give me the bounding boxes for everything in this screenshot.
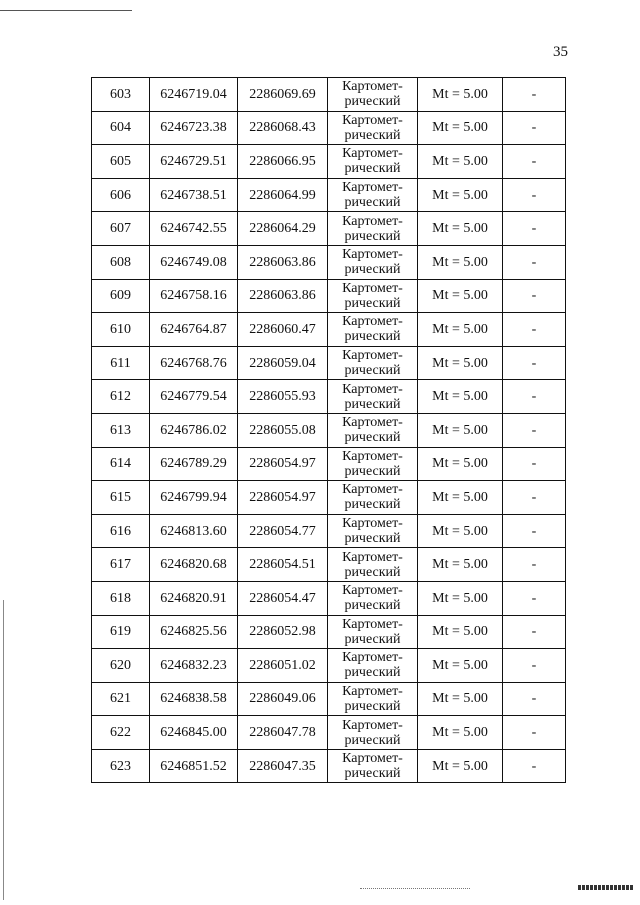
accuracy-cell: Mt = 5.00: [418, 78, 503, 112]
table-row: [92, 581, 566, 615]
footer-scan-mark: [360, 888, 470, 893]
accuracy-cell: Mt = 5.00: [418, 514, 503, 548]
accuracy-cell: Mt = 5.00: [418, 346, 503, 380]
method-line-1: Картомет-: [342, 79, 403, 95]
y-coordinate-cell: 2286066.95: [238, 145, 328, 179]
method-cell: [328, 581, 418, 615]
x-coordinate-cell: 6246813.60: [150, 514, 238, 548]
method-line-2: рический: [344, 463, 401, 479]
y-coordinate-cell: 2286054.97: [238, 447, 328, 481]
x-coordinate-cell: 6246799.94: [150, 481, 238, 515]
x-coordinate-cell: 6246742.55: [150, 212, 238, 246]
method-line-2: рический: [344, 396, 401, 412]
accuracy-cell: Mt = 5.00: [418, 649, 503, 683]
table-row: [92, 548, 566, 582]
point-number-cell: 606: [92, 178, 150, 212]
description-cell: -: [503, 111, 566, 145]
y-coordinate-cell: 2286054.47: [238, 581, 328, 615]
table-row: [92, 78, 566, 112]
point-number-cell: 611: [92, 346, 150, 380]
method-line-1: Картомет-: [342, 549, 403, 565]
description-cell: -: [503, 145, 566, 179]
point-number-cell: 622: [92, 716, 150, 750]
method-line-1: Картомет-: [342, 213, 403, 229]
method-line-1: Картомет-: [342, 516, 403, 532]
table-row: [92, 111, 566, 145]
accuracy-cell: Mt = 5.00: [418, 716, 503, 750]
point-number-cell: 614: [92, 447, 150, 481]
description-cell: -: [503, 313, 566, 347]
binding-edge-line: [3, 600, 4, 900]
x-coordinate-cell: 6246749.08: [150, 245, 238, 279]
point-number-cell: 616: [92, 514, 150, 548]
point-number-cell: 612: [92, 380, 150, 414]
method-line-1: Картомет-: [342, 314, 403, 330]
method-cell: [328, 548, 418, 582]
x-coordinate-cell: 6246851.52: [150, 749, 238, 783]
description-cell: -: [503, 682, 566, 716]
method-cell: [328, 749, 418, 783]
x-coordinate-cell: 6246758.16: [150, 279, 238, 313]
description-cell: -: [503, 615, 566, 649]
method-line-2: рический: [344, 564, 401, 580]
x-coordinate-cell: 6246764.87: [150, 313, 238, 347]
point-number-cell: 617: [92, 548, 150, 582]
table-row: [92, 514, 566, 548]
point-number-cell: 613: [92, 413, 150, 447]
y-coordinate-cell: 2286064.29: [238, 212, 328, 246]
accuracy-cell: Mt = 5.00: [418, 313, 503, 347]
y-coordinate-cell: 2286063.86: [238, 245, 328, 279]
method-cell: [328, 447, 418, 481]
method-line-2: рический: [344, 665, 401, 681]
table-row: [92, 481, 566, 515]
method-line-2: рический: [344, 228, 401, 244]
table-row: [92, 682, 566, 716]
method-line-1: Картомет-: [342, 348, 403, 364]
y-coordinate-cell: 2286047.35: [238, 749, 328, 783]
point-number-cell: 619: [92, 615, 150, 649]
table-row: [92, 313, 566, 347]
y-coordinate-cell: 2286069.69: [238, 78, 328, 112]
method-cell: [328, 78, 418, 112]
method-line-2: рический: [344, 732, 401, 748]
method-line-1: Картомет-: [342, 381, 403, 397]
method-line-1: Картомет-: [342, 751, 403, 767]
description-cell: -: [503, 346, 566, 380]
table-row: [92, 380, 566, 414]
accuracy-cell: Mt = 5.00: [418, 245, 503, 279]
accuracy-cell: Mt = 5.00: [418, 447, 503, 481]
method-line-2: рический: [344, 631, 401, 647]
x-coordinate-cell: 6246729.51: [150, 145, 238, 179]
method-cell: [328, 212, 418, 246]
method-line-1: Картомет-: [342, 616, 403, 632]
method-cell: [328, 481, 418, 515]
accuracy-cell: Mt = 5.00: [418, 178, 503, 212]
method-line-1: Картомет-: [342, 280, 403, 296]
x-coordinate-cell: 6246719.04: [150, 78, 238, 112]
y-coordinate-cell: 2286052.98: [238, 615, 328, 649]
y-coordinate-cell: 2286054.51: [238, 548, 328, 582]
y-coordinate-cell: 2286055.08: [238, 413, 328, 447]
method-line-2: рический: [344, 295, 401, 311]
description-cell: -: [503, 581, 566, 615]
table-row: [92, 145, 566, 179]
point-number-cell: 618: [92, 581, 150, 615]
method-cell: [328, 380, 418, 414]
point-number-cell: 604: [92, 111, 150, 145]
y-coordinate-cell: 2286059.04: [238, 346, 328, 380]
method-line-2: рический: [344, 161, 401, 177]
table-row: [92, 212, 566, 246]
accuracy-cell: Mt = 5.00: [418, 615, 503, 649]
method-line-1: Картомет-: [342, 146, 403, 162]
y-coordinate-cell: 2286060.47: [238, 313, 328, 347]
accuracy-cell: Mt = 5.00: [418, 111, 503, 145]
coordinates-table-body: [92, 78, 566, 783]
accuracy-cell: Mt = 5.00: [418, 682, 503, 716]
footer-scan-mark-right: [578, 885, 634, 890]
page-number: 35: [553, 44, 568, 60]
method-line-2: рический: [344, 329, 401, 345]
method-line-2: рический: [344, 497, 401, 513]
table-row: [92, 716, 566, 750]
accuracy-cell: Mt = 5.00: [418, 279, 503, 313]
method-cell: [328, 313, 418, 347]
x-coordinate-cell: 6246832.23: [150, 649, 238, 683]
accuracy-cell: Mt = 5.00: [418, 481, 503, 515]
x-coordinate-cell: 6246779.54: [150, 380, 238, 414]
method-line-1: Картомет-: [342, 482, 403, 498]
method-cell: [328, 178, 418, 212]
accuracy-cell: Mt = 5.00: [418, 145, 503, 179]
x-coordinate-cell: 6246820.91: [150, 581, 238, 615]
method-line-2: рический: [344, 698, 401, 714]
point-number-cell: 621: [92, 682, 150, 716]
y-coordinate-cell: 2286047.78: [238, 716, 328, 750]
method-cell: [328, 279, 418, 313]
method-line-2: рический: [344, 598, 401, 614]
method-line-1: Картомет-: [342, 448, 403, 464]
table-row: [92, 178, 566, 212]
point-number-cell: 608: [92, 245, 150, 279]
description-cell: -: [503, 380, 566, 414]
method-cell: [328, 514, 418, 548]
y-coordinate-cell: 2286054.97: [238, 481, 328, 515]
method-line-1: Картомет-: [342, 112, 403, 128]
method-cell: [328, 346, 418, 380]
point-number-cell: 620: [92, 649, 150, 683]
description-cell: -: [503, 749, 566, 783]
method-line-1: Картомет-: [342, 583, 403, 599]
method-line-2: рический: [344, 127, 401, 143]
y-coordinate-cell: 2286064.99: [238, 178, 328, 212]
x-coordinate-cell: 6246723.38: [150, 111, 238, 145]
description-cell: -: [503, 245, 566, 279]
description-cell: -: [503, 548, 566, 582]
description-cell: -: [503, 716, 566, 750]
point-number-cell: 607: [92, 212, 150, 246]
accuracy-cell: Mt = 5.00: [418, 212, 503, 246]
method-line-2: рический: [344, 766, 401, 782]
accuracy-cell: Mt = 5.00: [418, 581, 503, 615]
point-number-cell: 609: [92, 279, 150, 313]
table-row: [92, 279, 566, 313]
point-number-cell: 605: [92, 145, 150, 179]
table-row: [92, 615, 566, 649]
method-line-1: Картомет-: [342, 717, 403, 733]
point-number-cell: 615: [92, 481, 150, 515]
method-cell: [328, 245, 418, 279]
y-coordinate-cell: 2286051.02: [238, 649, 328, 683]
point-number-cell: 603: [92, 78, 150, 112]
x-coordinate-cell: 6246738.51: [150, 178, 238, 212]
x-coordinate-cell: 6246768.76: [150, 346, 238, 380]
method-line-1: Картомет-: [342, 247, 403, 263]
table-row: [92, 245, 566, 279]
y-coordinate-cell: 2286068.43: [238, 111, 328, 145]
x-coordinate-cell: 6246820.68: [150, 548, 238, 582]
description-cell: -: [503, 514, 566, 548]
method-cell: [328, 615, 418, 649]
method-line-2: рический: [344, 363, 401, 379]
table-row: [92, 649, 566, 683]
method-cell: [328, 145, 418, 179]
method-line-2: рический: [344, 94, 401, 110]
method-line-2: рический: [344, 531, 401, 547]
table-row: [92, 413, 566, 447]
method-cell: [328, 682, 418, 716]
accuracy-cell: Mt = 5.00: [418, 380, 503, 414]
description-cell: -: [503, 78, 566, 112]
y-coordinate-cell: 2286049.06: [238, 682, 328, 716]
y-coordinate-cell: 2286054.77: [238, 514, 328, 548]
description-cell: -: [503, 481, 566, 515]
table-row: [92, 346, 566, 380]
method-line-1: Картомет-: [342, 180, 403, 196]
table-row: [92, 447, 566, 481]
point-number-cell: 623: [92, 749, 150, 783]
top-rule-line: [0, 10, 132, 11]
coordinates-table: [91, 77, 566, 783]
y-coordinate-cell: 2286055.93: [238, 380, 328, 414]
method-line-1: Картомет-: [342, 650, 403, 666]
method-line-1: Картомет-: [342, 683, 403, 699]
accuracy-cell: Mt = 5.00: [418, 749, 503, 783]
method-line-2: рический: [344, 430, 401, 446]
description-cell: -: [503, 178, 566, 212]
description-cell: -: [503, 212, 566, 246]
x-coordinate-cell: 6246825.56: [150, 615, 238, 649]
method-line-2: рический: [344, 195, 401, 211]
x-coordinate-cell: 6246786.02: [150, 413, 238, 447]
description-cell: -: [503, 649, 566, 683]
description-cell: -: [503, 413, 566, 447]
x-coordinate-cell: 6246845.00: [150, 716, 238, 750]
method-cell: [328, 716, 418, 750]
method-line-1: Картомет-: [342, 415, 403, 431]
description-cell: -: [503, 447, 566, 481]
x-coordinate-cell: 6246789.29: [150, 447, 238, 481]
method-line-2: рический: [344, 262, 401, 278]
method-cell: [328, 111, 418, 145]
method-cell: [328, 413, 418, 447]
table-row: [92, 749, 566, 783]
y-coordinate-cell: 2286063.86: [238, 279, 328, 313]
x-coordinate-cell: 6246838.58: [150, 682, 238, 716]
accuracy-cell: Mt = 5.00: [418, 413, 503, 447]
description-cell: -: [503, 279, 566, 313]
method-cell: [328, 649, 418, 683]
accuracy-cell: Mt = 5.00: [418, 548, 503, 582]
point-number-cell: 610: [92, 313, 150, 347]
